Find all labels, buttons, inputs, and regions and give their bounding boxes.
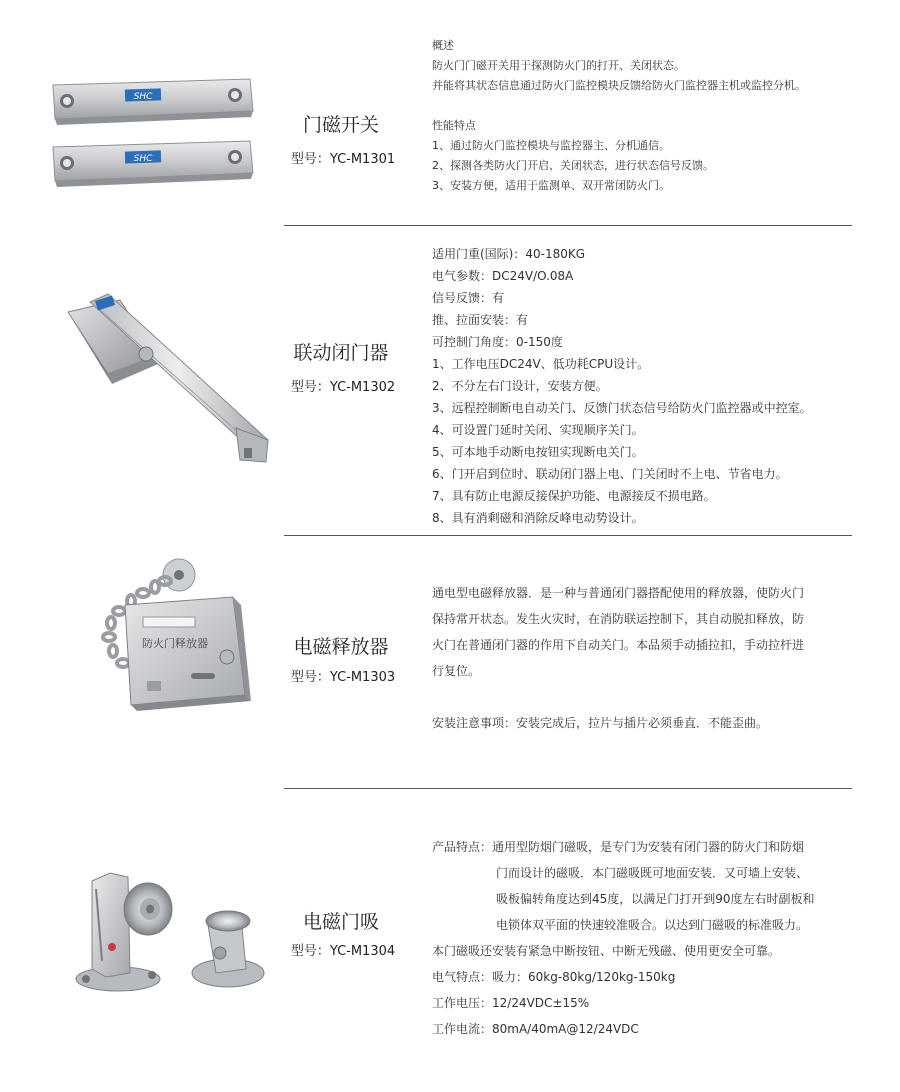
desc-line (432, 96, 806, 116)
product-1-description (432, 36, 806, 196)
desc-line: 通电型电磁释放器．是一种与普通闭门器搭配使用的释放器，使防火门 (432, 586, 805, 600)
desc-line: 产品特点：通用型防烟门磁吸，是专门为安装有闭门器的防火门和防烟 (432, 840, 805, 854)
desc-line: 防火门门磁开关用于探测防火门的打开、关闭状态。 (432, 59, 685, 72)
svg-text:SHC: SHC (133, 92, 153, 102)
desc-line: 信号反馈：有 (432, 291, 505, 305)
desc-line: 概述 (432, 39, 454, 52)
product-3-model: 型号：YC-M1303 (290, 670, 396, 685)
desc-line: 2、探测各类防火门开启、关闭状态，进行状态信号反馈。 (432, 159, 714, 172)
desc-line: 行复位。 (432, 664, 481, 678)
section-divider (284, 788, 852, 789)
product-4-description (432, 834, 815, 1042)
electromagnetic-door-holder-image (70, 865, 270, 1000)
desc-line: 3、安装方便，适用于监测单、双开常闭防火门。 (432, 179, 670, 192)
section-divider (284, 225, 852, 226)
product-2-name: 联动闭门器 (293, 342, 389, 364)
desc-line: 5、可本地手动断电按钮实现断电关门。 (432, 445, 644, 459)
desc-line: 吸板偏转角度达到45度，以满足门打开到90度左右时副板和 (496, 892, 815, 906)
desc-line: 本门磁吸还安装有紧急中断按钮、中断无残磁、使用更安全可靠。 (432, 944, 781, 958)
door-magnetic-switch-image (45, 75, 260, 195)
desc-line: 1、工作电压DC24V、低功耗CPU设计。 (432, 357, 650, 371)
desc-line: 电气特点：吸力：60kg-80kg/120kg-150kg (432, 970, 676, 984)
desc-line: 可控制门角度：0-150度 (432, 335, 563, 349)
desc-line: 适用门重(国际)：40-180KG (432, 247, 586, 261)
svg-text:防火门释放器: 防火门释放器 (142, 637, 208, 650)
desc-line: 并能将其状态信息通过防火门监控模块反馈给防火门监控器主机或监控分机。 (432, 79, 806, 92)
product-2-model: 型号：YC-M1302 (290, 380, 396, 395)
product-2-description (432, 243, 812, 529)
desc-line: 2、不分左右门设计，安装方便。 (432, 379, 608, 393)
door-closer-image (60, 290, 275, 475)
product-1-model: 型号：YC-M1301 (290, 152, 396, 167)
svg-text:SHC: SHC (133, 154, 153, 164)
desc-line: 火门在普通闭门器的作用下自动关门。本品须手动插拉扣，手动拉杆进 (432, 638, 805, 652)
desc-line: 工作电流：80mA/40mA@12/24VDC (432, 1022, 639, 1036)
product-4-name: 电磁门吸 (302, 911, 379, 933)
desc-line: 6、门开启到位时、联动闭门器上电、门关闭时不上电、节省电力。 (432, 467, 788, 481)
desc-line: 3、远程控制断电自动关门、反馈门状态信号给防火门监控器或中控室。 (432, 401, 812, 415)
desc-line: 4、可设置门延时关闭、实现顺序关门。 (432, 423, 644, 437)
electromagnetic-release-image (95, 555, 260, 715)
desc-line: 门而设计的磁吸．本门磁吸既可地面安装．又可墙上安装、 (496, 866, 809, 880)
desc-line: 电气参数：DC24V/O.08A (432, 269, 574, 283)
desc-line: 推、拉面安装：有 (432, 313, 529, 327)
desc-line: 7、具有防止电源反接保护功能、电源接反不损电路。 (432, 489, 716, 503)
desc-line: 工作电压：12/24VDC±15% (432, 996, 590, 1010)
product-1-name: 门磁开关 (302, 114, 379, 136)
desc-line: 安装注意事项：安装完成后，拉片与插片必须垂直．不能歪曲。 (432, 716, 769, 730)
desc-line (432, 684, 804, 710)
desc-line: 电锁体双平面的快速较准吸合。以达到门磁吸的标准吸力。 (496, 918, 809, 932)
desc-line: 8、具有消剩磁和消除反峰电动势设计。 (432, 511, 644, 525)
desc-line: 1、通过防火门监控模块与监控器主、分机通信。 (432, 139, 670, 152)
product-4-model: 型号：YC-M1304 (290, 944, 396, 959)
section-divider (284, 535, 852, 536)
product-3-name: 电磁释放器 (293, 636, 389, 658)
desc-line: 保持常开状态。发生火灾时，在消防联运控制下，其自动脱扣释放，防 (432, 612, 805, 626)
product-3-description (432, 580, 804, 736)
desc-line: 性能特点 (432, 119, 476, 132)
